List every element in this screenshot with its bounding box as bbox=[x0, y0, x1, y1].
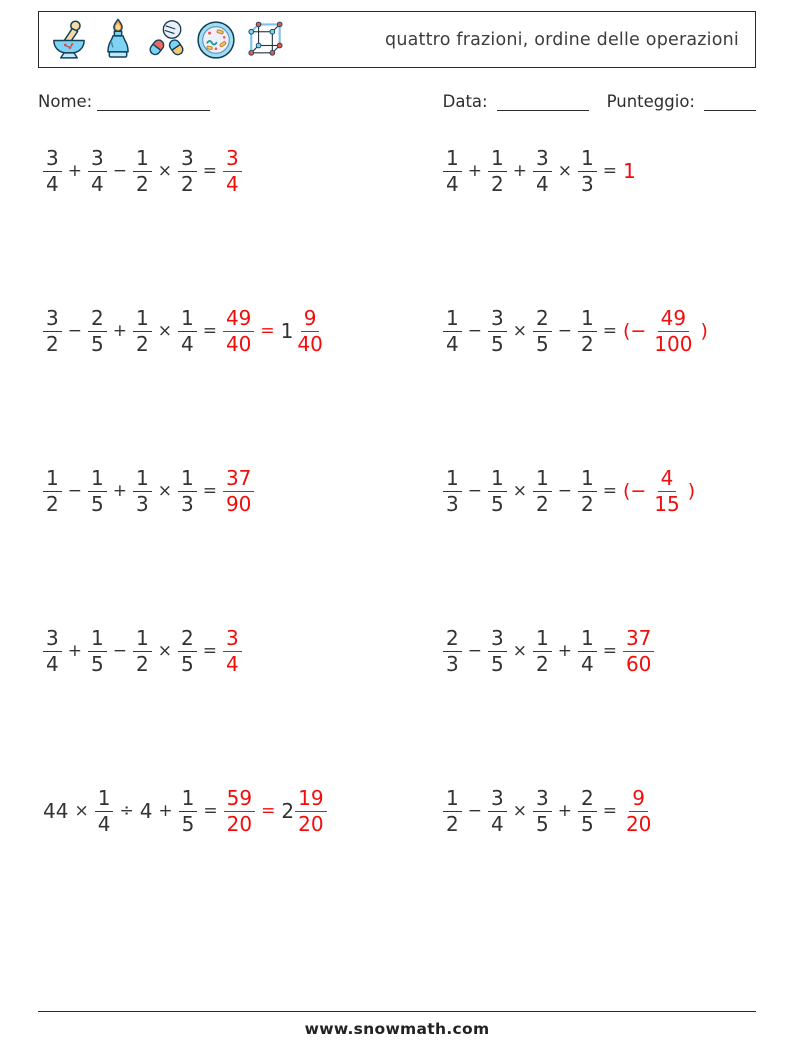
problem-6 bbox=[443, 465, 761, 517]
fraction bbox=[179, 785, 198, 836]
fields-row bbox=[38, 92, 756, 111]
fraction bbox=[43, 625, 62, 676]
operator: = bbox=[202, 481, 217, 501]
problem-2 bbox=[443, 145, 761, 197]
answer-paren: ) bbox=[700, 320, 708, 342]
numerator: 1 bbox=[443, 468, 462, 492]
fraction bbox=[133, 305, 152, 356]
operator: × bbox=[74, 801, 89, 821]
numerator: 49 bbox=[658, 308, 689, 332]
operator: + bbox=[112, 481, 127, 501]
denominator: 2 bbox=[180, 171, 194, 196]
operator: − bbox=[467, 321, 482, 341]
numerator: 1 bbox=[578, 628, 597, 652]
operator: × bbox=[512, 801, 527, 821]
denominator: 2 bbox=[580, 491, 594, 516]
date-label: Data: bbox=[442, 92, 488, 111]
fraction bbox=[578, 305, 597, 356]
denominator: 90 bbox=[225, 491, 252, 516]
numerator: 1 bbox=[133, 148, 152, 172]
numerator: 3 bbox=[43, 628, 62, 652]
numerator: 1 bbox=[88, 468, 107, 492]
denominator: 4 bbox=[535, 171, 549, 196]
fraction bbox=[488, 625, 507, 676]
name-label: Nome: bbox=[38, 92, 93, 111]
numerator: 2 bbox=[578, 788, 597, 812]
numerator: 1 bbox=[488, 468, 507, 492]
fraction bbox=[133, 145, 152, 196]
denominator: 3 bbox=[446, 651, 459, 676]
name-field bbox=[38, 92, 210, 111]
header-icons bbox=[47, 18, 287, 62]
denominator: 3 bbox=[446, 491, 459, 516]
numerator: 1 bbox=[533, 468, 552, 492]
mortar-pestle-icon bbox=[47, 18, 91, 62]
operator: = bbox=[203, 801, 218, 821]
numerator: 3 bbox=[43, 308, 62, 332]
denominator: 60 bbox=[625, 651, 652, 676]
denominator: 3 bbox=[180, 491, 194, 516]
denominator: 5 bbox=[180, 651, 194, 676]
integer: 44 bbox=[43, 799, 69, 823]
denominator: 5 bbox=[535, 811, 549, 836]
operator: + bbox=[512, 161, 527, 181]
operator: = bbox=[202, 321, 217, 341]
operator: × bbox=[157, 321, 172, 341]
operator: = bbox=[602, 481, 617, 501]
numerator: 49 bbox=[223, 308, 254, 332]
operator: − bbox=[112, 641, 127, 661]
fraction bbox=[43, 305, 62, 356]
numerator: 3 bbox=[178, 148, 197, 172]
denominator: 40 bbox=[225, 331, 252, 356]
denominator: 2 bbox=[490, 171, 504, 196]
denominator: 2 bbox=[535, 651, 549, 676]
denominator: 15 bbox=[654, 491, 680, 516]
numerator: 37 bbox=[623, 628, 654, 652]
pills-icon bbox=[145, 18, 189, 62]
answer-fraction bbox=[223, 625, 242, 676]
fraction bbox=[178, 305, 197, 356]
fraction bbox=[43, 145, 62, 196]
fraction bbox=[533, 145, 552, 196]
numerator: 3 bbox=[43, 148, 62, 172]
integer: 4 bbox=[139, 799, 153, 823]
numerator: 4 bbox=[658, 468, 677, 492]
denominator: 5 bbox=[490, 331, 504, 356]
denominator: 2 bbox=[46, 491, 59, 516]
denominator: 20 bbox=[625, 811, 652, 836]
numerator: 1 bbox=[178, 308, 197, 332]
operator: + bbox=[557, 801, 572, 821]
numerator: 1 bbox=[133, 308, 152, 332]
numerator: 9 bbox=[629, 788, 648, 812]
denominator: 4 bbox=[580, 651, 594, 676]
fraction bbox=[488, 305, 507, 356]
numerator: 1 bbox=[178, 468, 197, 492]
numerator: 1 bbox=[443, 308, 462, 332]
answer-operator: = bbox=[260, 321, 275, 341]
problem-3 bbox=[43, 305, 443, 357]
denominator: 4 bbox=[46, 651, 59, 676]
answer-paren: ) bbox=[687, 480, 696, 502]
operator: − bbox=[112, 161, 127, 181]
numerator: 2 bbox=[178, 628, 197, 652]
numerator: 1 bbox=[88, 628, 107, 652]
fraction bbox=[578, 625, 597, 676]
operator: + bbox=[557, 641, 572, 661]
numerator: 1 bbox=[578, 468, 597, 492]
worksheet-title: quattro frazioni, ordine delle operazioni bbox=[385, 29, 739, 50]
fraction bbox=[88, 465, 107, 516]
crystal-cube-icon bbox=[243, 18, 287, 62]
petri-dish-icon bbox=[194, 18, 238, 62]
operator: − bbox=[467, 801, 482, 821]
denominator: 2 bbox=[535, 491, 549, 516]
fraction bbox=[578, 785, 597, 836]
fraction bbox=[178, 145, 197, 196]
mixed-whole: 1 bbox=[280, 319, 294, 343]
denominator: 2 bbox=[580, 331, 594, 356]
denominator: 2 bbox=[135, 171, 149, 196]
operator: − bbox=[67, 481, 82, 501]
operator: − bbox=[467, 641, 482, 661]
numerator: 19 bbox=[295, 788, 326, 812]
numerator: 1 bbox=[578, 308, 597, 332]
problem-1 bbox=[43, 145, 443, 197]
footer-divider bbox=[38, 1011, 756, 1012]
operator: = bbox=[602, 321, 617, 341]
numerator: 9 bbox=[301, 308, 320, 332]
numerator: 3 bbox=[488, 788, 507, 812]
numerator: 1 bbox=[133, 468, 152, 492]
operator: + bbox=[112, 321, 127, 341]
numerator: 2 bbox=[443, 628, 462, 652]
fraction bbox=[488, 465, 507, 516]
fraction bbox=[88, 305, 107, 356]
denominator: 100 bbox=[654, 331, 693, 356]
answer-fraction bbox=[623, 625, 654, 676]
problem-7 bbox=[43, 625, 443, 677]
fraction bbox=[443, 785, 462, 836]
denominator: 40 bbox=[297, 331, 323, 356]
fraction bbox=[133, 625, 152, 676]
answer-fraction bbox=[294, 305, 325, 356]
denominator: 4 bbox=[446, 331, 459, 356]
operator: × bbox=[557, 161, 572, 181]
denominator: 5 bbox=[580, 811, 594, 836]
denominator: 5 bbox=[90, 331, 104, 356]
operator: + bbox=[67, 641, 82, 661]
answer-fraction bbox=[224, 785, 255, 836]
denominator: 2 bbox=[135, 331, 149, 356]
fraction bbox=[443, 465, 462, 516]
numerator: 3 bbox=[223, 628, 242, 652]
fraction bbox=[178, 625, 197, 676]
mixed-whole: 2 bbox=[281, 799, 295, 823]
answer-fraction bbox=[223, 305, 254, 356]
burner-icon bbox=[96, 18, 140, 62]
fraction bbox=[443, 305, 462, 356]
denominator: 5 bbox=[90, 491, 104, 516]
footer-site-url: www.snowmath.com bbox=[304, 1020, 490, 1038]
denominator: 5 bbox=[535, 331, 549, 356]
numerator: 1 bbox=[443, 148, 462, 172]
operator: = bbox=[202, 161, 217, 181]
denominator: 2 bbox=[46, 331, 59, 356]
denominator: 4 bbox=[446, 171, 459, 196]
numerator: 1 bbox=[443, 788, 462, 812]
numerator: 3 bbox=[533, 148, 552, 172]
answer-fraction bbox=[651, 465, 682, 516]
denominator: 4 bbox=[490, 811, 504, 836]
operator: + bbox=[467, 161, 482, 181]
numerator: 2 bbox=[533, 308, 552, 332]
operator: − bbox=[67, 321, 82, 341]
problem-5 bbox=[43, 465, 443, 517]
fraction bbox=[88, 625, 107, 676]
answer-paren: (− bbox=[622, 320, 647, 342]
operator: × bbox=[512, 641, 527, 661]
numerator: 3 bbox=[88, 148, 107, 172]
fraction bbox=[133, 465, 152, 516]
answer-mixed-number bbox=[280, 305, 326, 356]
answer-fraction bbox=[295, 785, 326, 836]
denominator: 4 bbox=[225, 171, 239, 196]
operator: × bbox=[157, 161, 172, 181]
operator: = bbox=[602, 801, 617, 821]
operator: × bbox=[157, 481, 172, 501]
answer-mixed-number bbox=[281, 785, 326, 836]
fraction bbox=[178, 465, 197, 516]
denominator: 4 bbox=[90, 171, 104, 196]
fraction bbox=[533, 625, 552, 676]
operator: ÷ bbox=[119, 801, 134, 821]
answer-fraction bbox=[623, 785, 654, 836]
problem-8 bbox=[443, 625, 761, 677]
numerator: 1 bbox=[133, 628, 152, 652]
denominator: 5 bbox=[490, 651, 504, 676]
fraction bbox=[443, 145, 462, 196]
numerator: 1 bbox=[533, 628, 552, 652]
fraction bbox=[533, 785, 552, 836]
denominator: 4 bbox=[46, 171, 59, 196]
problems-grid bbox=[43, 145, 761, 945]
numerator: 59 bbox=[224, 788, 255, 812]
fraction bbox=[533, 465, 552, 516]
numerator: 37 bbox=[223, 468, 254, 492]
denominator: 4 bbox=[180, 331, 194, 356]
numerator: 3 bbox=[223, 148, 242, 172]
date-blank-line bbox=[497, 94, 589, 111]
score-label: Punteggio: bbox=[606, 92, 695, 111]
denominator: 4 bbox=[225, 651, 239, 676]
operator: + bbox=[67, 161, 82, 181]
denominator: 20 bbox=[226, 811, 253, 836]
operator: − bbox=[557, 321, 572, 341]
problem-10 bbox=[443, 785, 761, 837]
numerator: 1 bbox=[578, 148, 597, 172]
denominator: 3 bbox=[135, 491, 149, 516]
operator: × bbox=[512, 321, 527, 341]
numerator: 3 bbox=[533, 788, 552, 812]
denominator: 2 bbox=[446, 811, 459, 836]
score-blank-line bbox=[704, 94, 756, 111]
fraction bbox=[88, 145, 107, 196]
numerator: 1 bbox=[95, 788, 114, 812]
answer-operator: = bbox=[261, 801, 276, 821]
fraction bbox=[578, 465, 597, 516]
denominator: 5 bbox=[90, 651, 104, 676]
operator: − bbox=[557, 481, 572, 501]
date-score-fields bbox=[443, 92, 756, 111]
operator: = bbox=[602, 161, 617, 181]
denominator: 5 bbox=[490, 491, 504, 516]
header-box bbox=[38, 11, 756, 68]
answer-fraction bbox=[651, 305, 695, 356]
fraction bbox=[533, 305, 552, 356]
fraction bbox=[43, 465, 62, 516]
fraction bbox=[95, 785, 114, 836]
numerator: 1 bbox=[488, 148, 507, 172]
numerator: 1 bbox=[179, 788, 198, 812]
problem-4 bbox=[443, 305, 761, 357]
denominator: 2 bbox=[135, 651, 149, 676]
operator: × bbox=[512, 481, 527, 501]
name-blank-line bbox=[97, 94, 210, 111]
operator: = bbox=[202, 641, 217, 661]
denominator: 20 bbox=[298, 811, 324, 836]
answer-fraction bbox=[223, 145, 242, 196]
numerator: 3 bbox=[488, 308, 507, 332]
numerator: 1 bbox=[43, 468, 62, 492]
operator: − bbox=[467, 481, 482, 501]
operator: + bbox=[158, 801, 173, 821]
denominator: 4 bbox=[97, 811, 111, 836]
numerator: 2 bbox=[88, 308, 107, 332]
fraction bbox=[488, 145, 507, 196]
operator: = bbox=[602, 641, 617, 661]
answer-integer: 1 bbox=[622, 159, 636, 183]
denominator: 3 bbox=[580, 171, 594, 196]
fraction bbox=[488, 785, 507, 836]
problem-9 bbox=[43, 785, 443, 837]
answer-fraction bbox=[223, 465, 254, 516]
fraction bbox=[443, 625, 462, 676]
denominator: 5 bbox=[181, 811, 195, 836]
numerator: 3 bbox=[488, 628, 507, 652]
operator: × bbox=[157, 641, 172, 661]
answer-paren: (− bbox=[622, 480, 647, 502]
fraction bbox=[578, 145, 597, 196]
